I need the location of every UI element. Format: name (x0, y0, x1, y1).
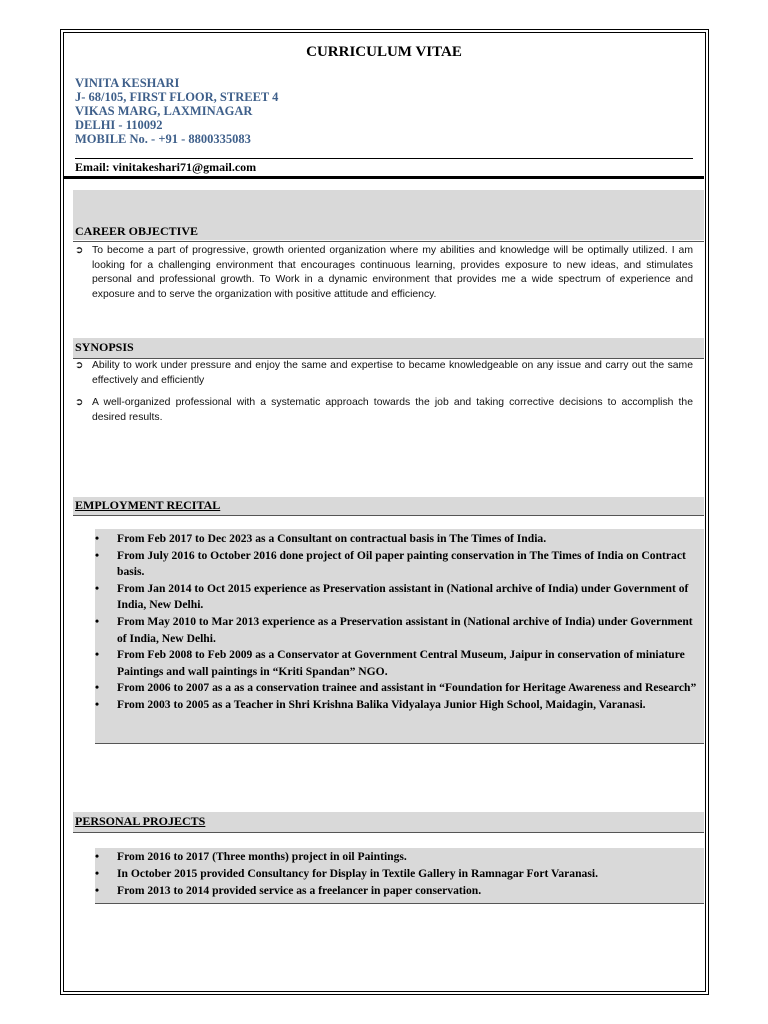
employment-heading: EMPLOYMENT RECITAL (75, 498, 221, 512)
list-item: ➲ Ability to work under pressure and enjoy the same and expertise to became knowledgeable on any issue and carry out the same effectively and efficiently (75, 360, 693, 386)
bullet-dot-icon: • (95, 532, 100, 545)
list-item: ➲ A well-organized professional with a systematic approach towards the job and taking corrective decisions to accomplish the desired results. (75, 397, 693, 423)
bullet-dot-icon: • (95, 884, 100, 897)
list-item: • From July 2016 to October 2016 done project of Oil paper painting conservation in The Times of India on Contract basis. (95, 548, 686, 579)
career-objective-heading: CAREER OBJECTIVE (75, 224, 199, 238)
bullet-dot-icon: • (95, 867, 100, 880)
contact-mobile: MOBILE No. - +91 - 8800335083 (75, 132, 251, 146)
arrow-bullet-icon: ➲ (75, 360, 84, 371)
contact-divider (75, 158, 693, 159)
bullet-dot-icon: • (95, 697, 100, 711)
contact-email: Email: vinitakeshari71@gmail.com (75, 160, 257, 174)
bullet-dot-icon: • (95, 648, 100, 662)
projects-rule (73, 832, 704, 833)
bullet-dot-icon: • (95, 681, 100, 695)
list-item: • From 2016 to 2017 (Three months) project in oil Paintings. (95, 850, 407, 863)
synopsis-heading: SYNOPSIS (75, 340, 134, 354)
document-title: CURRICULUM VITAE (306, 44, 462, 60)
bullet-dot-icon: • (95, 581, 100, 595)
arrow-bullet-icon: ➲ (75, 245, 84, 256)
arrow-bullet-icon: ➲ (75, 397, 84, 408)
list-item: ➲ To become a part of progressive, growth oriented organization where my abilities and knowledge will be optimally utilized. I am looking for a challenging environment that encourages continuous learning, provides exposure to new ideas, and stimulates personal and professional growth. To Work in a dynamic environment that provides me a wide spectrum of experience and exposure and to serve the organization with positive attitude and efficiency. (75, 245, 693, 300)
career-objective-rule (73, 241, 704, 242)
bullet-dot-icon: • (95, 850, 100, 863)
address-line-1: J- 68/105, FIRST FLOOR, STREET 4 (75, 90, 279, 104)
bullet-dot-icon: • (95, 614, 100, 628)
synopsis-band (73, 338, 704, 358)
projects-list (95, 848, 704, 899)
contact-block (75, 76, 278, 146)
list-item: • From May 2010 to Mar 2013 experience as a Preservation assistant in (National archive of India) under Government of India, New Delhi. (95, 614, 693, 645)
header-divider (64, 176, 704, 179)
address-line-3: DELHI - 110092 (75, 118, 163, 132)
synopsis-list (75, 359, 693, 425)
employment-list-rule (95, 743, 704, 744)
projects-heading: PERSONAL PROJECTS (75, 814, 206, 828)
contact-name: VINITA KESHARI (75, 76, 180, 90)
list-item: • From Jan 2014 to Oct 2015 experience as Preservation assistant in (National archive of India) under Government of India, New Delhi. (95, 581, 689, 612)
list-item: • From Feb 2008 to Feb 2009 as a Conservator at Government Central Museum, Jaipur in conservation of miniature Paintings and wall paintings in “Kriti Spandan” NGO. (95, 648, 685, 678)
employment-list (95, 531, 704, 714)
list-item: • From 2006 to 2007 as a as a conservation trainee and assistant in “Foundation for Heritage Awareness and Research” (95, 680, 704, 697)
employment-rule (73, 515, 704, 516)
list-item: • From 2003 to 2005 as a Teacher in Shri Krishna Balika Vidyalaya Junior High School, Maidagin, Varanasi. (95, 697, 704, 714)
address-line-2: VIKAS MARG, LAXMINAGAR (75, 104, 253, 118)
list-item: • From Feb 2017 to Dec 2023 as a Consultant on contractual basis in The Times of India. (95, 531, 704, 548)
career-objective-list (75, 244, 693, 302)
bullet-dot-icon: • (95, 548, 100, 562)
projects-list-rule (95, 903, 704, 904)
list-item: • In October 2015 provided Consultancy for Display in Textile Gallery in Ramnagar Fort Varanasi. (95, 867, 598, 880)
list-item: • From 2013 to 2014 provided service as a freelancer in paper conservation. (95, 884, 482, 897)
